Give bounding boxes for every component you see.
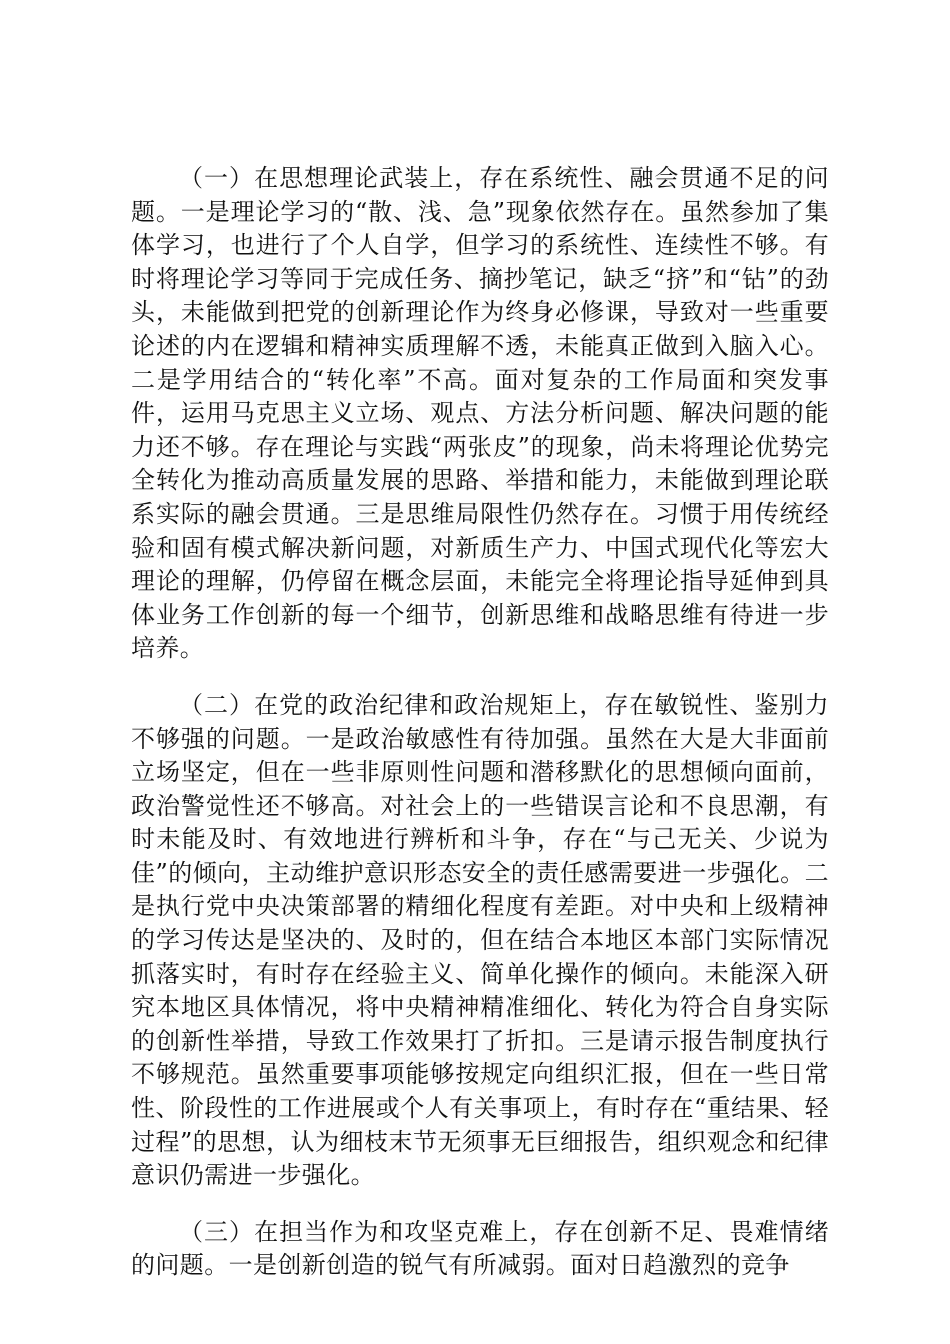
document-body	[131, 162, 829, 1283]
paragraph-section-2: （二）在党的政治纪律和政治规矩上，存在敏锐性、鉴别力不够强的问题。一是政治敏感性有待加强。虽然在大是大非面前立场坚定，但在一些非原则性问题和潜移默化的思想倾向面前，政治警觉性还不够高。对社会上的一些错误言论和不良思潮，有时未能及时、有效地进行辨析和斗争，存在“与己无关、少说为佳”的倾向，主动维护意识形态安全的责任感需要进一步强化。二是执行党中央决策部署的精细化程度有差距。对中央和上级精神的学习传达是坚决的、及时的，但在结合本地区本部门实际情况抓落实时，有时存在经验主义、简单化操作的倾向。未能深入研究本地区具体情况，将中央精神精准细化、转化为符合自身实际的创新性举措，导致工作效果打了折扣。三是请示报告制度执行不够规范。虽然重要事项能够按规定向组织汇报，但在一些日常性、阶段性的工作进展或个人有关事项上，有时存在“重结果、轻过程”的思想，认为细枝末节无须事无巨细报告，组织观念和纪律意识仍需进一步强化。	[131, 690, 829, 1190]
paragraph-section-3: （三）在担当作为和攻坚克难上，存在创新不足、畏难情绪的问题。一是创新创造的锐气有所减弱。面对日趋激烈的竞争	[131, 1217, 829, 1280]
paragraph-section-1: （一）在思想理论武装上，存在系统性、融会贯通不足的问题。一是理论学习的“散、浅、急”现象依然存在。虽然参加了集体学习，也进行了个人自学，但学习的系统性、连续性不够。有时将理论学习等同于完成任务、摘抄笔记，缺乏“挤”和“钻”的劲头，未能做到把党的创新理论作为终身必修课，导致对一些重要论述的内在逻辑和精神实质理解不透，未能真正做到入脑入心。二是学用结合的“转化率”不高。面对复杂的工作局面和突发事件，运用马克思主义立场、观点、方法分析问题、解决问题的能力还不够。存在理论与实践“两张皮”的现象，尚未将理论优势完全转化为推动高质量发展的思路、举措和能力，未能做到理论联系实际的融会贯通。三是思维局限性仍然存在。习惯于用传统经验和固有模式解决新问题，对新质生产力、中国式现代化等宏大理论的理解，仍停留在概念层面，未能完全将理论指导延伸到具体业务工作创新的每一个细节，创新思维和战略思维有待进一步培养。	[131, 164, 829, 663]
